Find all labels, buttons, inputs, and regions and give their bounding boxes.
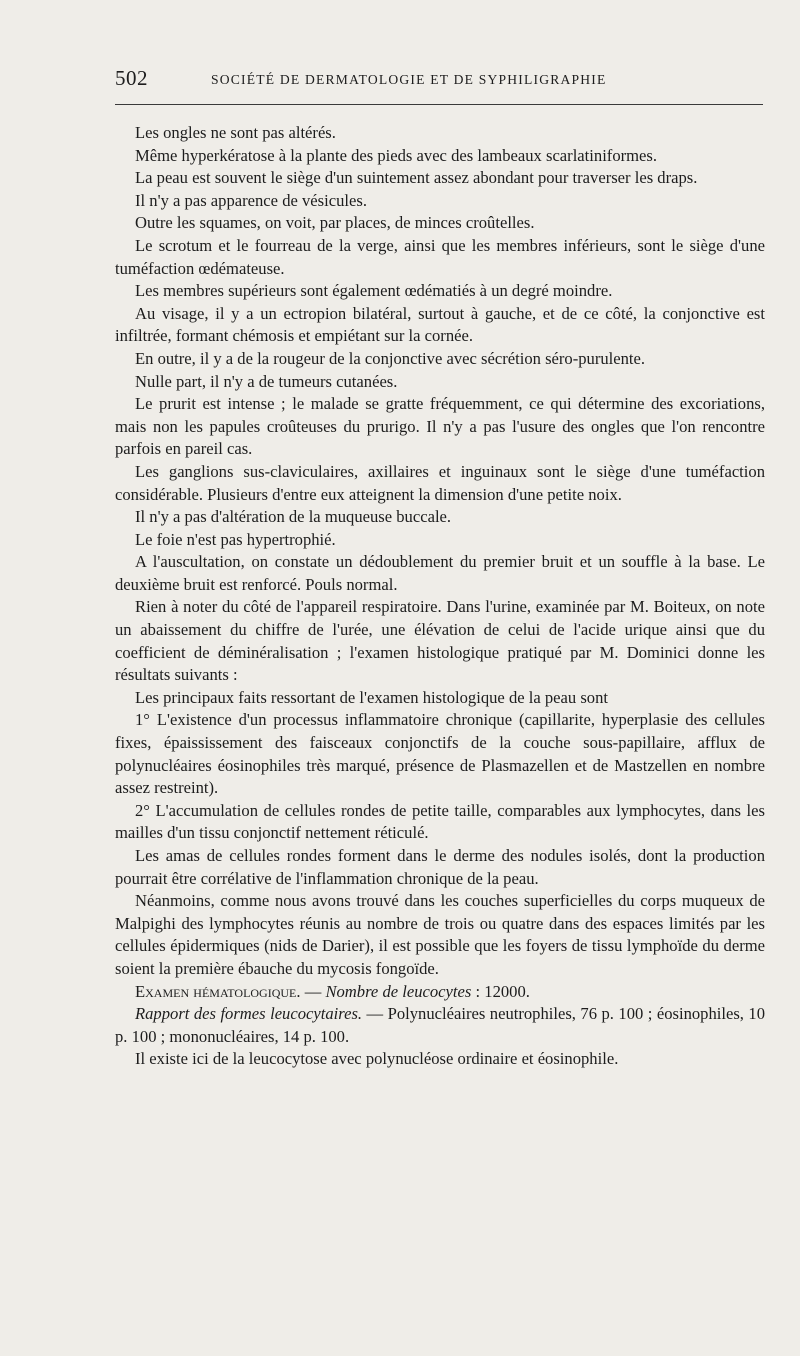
page-header [115, 66, 763, 98]
paragraph: A l'auscultation, on constate un dédoublement du premier bruit et un souffle à la base. Le deuxième bruit est renforcé. Pouls normal. [115, 552, 765, 594]
paragraph: En outre, il y a de la rougeur de la conjonctive avec sécrétion séro-purulente. [135, 348, 646, 368]
paragraph: Même hyperkératose à la plante des pieds avec des lambeaux scarlatiniformes. [135, 145, 658, 165]
exam-label: Examen hématologique. [135, 981, 301, 1001]
rapport-paragraph [115, 1003, 765, 1048]
page-number: 502 [115, 66, 148, 90]
paragraph: La peau est souvent le siège d'un suintement assez abondant pour traverser les draps. [135, 168, 698, 188]
exam-paragraph [115, 981, 765, 1004]
paragraph: 2° L'accumulation de cellules rondes de petite taille, comparables aux lymphocytes, dans les mailles d'un tissu conjonctif nettement réticulé. [115, 800, 765, 843]
rapport-text: — Polynucléaires neutrophiles, 76 p. 100 ; éosinophiles, 10 p. 100 ; mononucléaires, 14 p. 100. [115, 1004, 766, 1046]
paragraph: Les ongles ne sont pas altérés. [135, 123, 336, 142]
paragraph: Les ganglions sus-claviculaires, axillaires et inguinaux sont le siège d'une tuméfaction considérable. Plusieurs d'entre eux atteignent la dimension d'une petite noix. [115, 461, 765, 504]
leucocyte-count-label: Nombre de leucocytes [325, 981, 472, 1001]
paragraph: Nulle part, il n'y a de tumeurs cutanées. [135, 371, 398, 391]
running-title: SOCIÉTÉ DE DERMATOLOGIE ET DE SYPHILIGRAPHIE [211, 72, 607, 87]
paragraph: Il n'y a pas apparence de vésicules. [135, 190, 367, 210]
conclusion-paragraph: Il existe ici de la leucocytose avec polynucléose ordinaire et éosinophile. [135, 1049, 619, 1069]
paragraph: Le scrotum et le fourreau de la verge, ainsi que les membres inférieurs, sont le siège d'une tuméfaction œdémateuse. [115, 235, 765, 278]
paragraph: 1° L'existence d'un processus inflammatoire chronique (capillarite, hyperplasie des cellules fixes, épaississement des faisceaux conjonctifs de la couche sous-papillaire, afflux de polynucléaires éosinophiles très marqué, présence de Plasmazellen et de Mastzellen en nombre assez restreint). [115, 710, 765, 798]
paragraph: Les amas de cellules rondes forment dans le derme des nodules isolés, dont la production pourrait être corrélative de l'inflammation chronique de la peau. [115, 846, 765, 888]
exam-dash: — [300, 981, 326, 1001]
paragraph: Néanmoins, comme nous avons trouvé dans les couches superficielles du corps muqueux de Malpighi des lymphocytes réunis au nombre de trois ou quatre dans des espaces limités par les cellules épidermiques (nids de Darier), il est possible que les foyers de tissu lymphoïde du derme soient la première ébauche du mycosis fongoïde. [115, 891, 765, 978]
body-text [115, 122, 765, 1071]
paragraph: Les principaux faits ressortant de l'examen histologique de la peau sont [135, 687, 609, 707]
paragraph: Le prurit est intense ; le malade se gratte fréquemment, ce qui détermine des excoriations, mais non les papules croûteuses du prurigo. Il n'y a pas l'usure des ongles que l'on rencontre parfois en pareil cas. [115, 394, 765, 459]
paragraph: Rien à noter du côté de l'appareil respiratoire. Dans l'urine, examinée par M. Boiteux, on note un abaissement du chiffre de l'urée, une élévation de celui de l'acide urique ainsi que du coefficient de déminéralisation ; l'examen histologique pratiqué par M. Dominici donne les résultats suivants : [115, 597, 765, 685]
header-rule [115, 104, 763, 105]
paragraph: Il n'y a pas d'altération de la muqueuse buccale. [135, 507, 452, 527]
paragraph: Outre les squames, on voit, par places, de minces croûtelles. [135, 213, 535, 233]
leucocyte-count-value: : 12000. [471, 981, 530, 1001]
paragraph: Le foie n'est pas hypertrophié. [135, 529, 336, 549]
paragraph: Au visage, il y a un ectropion bilatéral, surtout à gauche, et de ce côté, la conjonctive est infiltrée, formant chémosis et empiétant sur la cornée. [115, 303, 765, 346]
rapport-label: Rapport des formes leucocytaires. [135, 1004, 363, 1024]
paragraph: Les membres supérieurs sont également œdématiés à un degré moindre. [135, 281, 613, 301]
